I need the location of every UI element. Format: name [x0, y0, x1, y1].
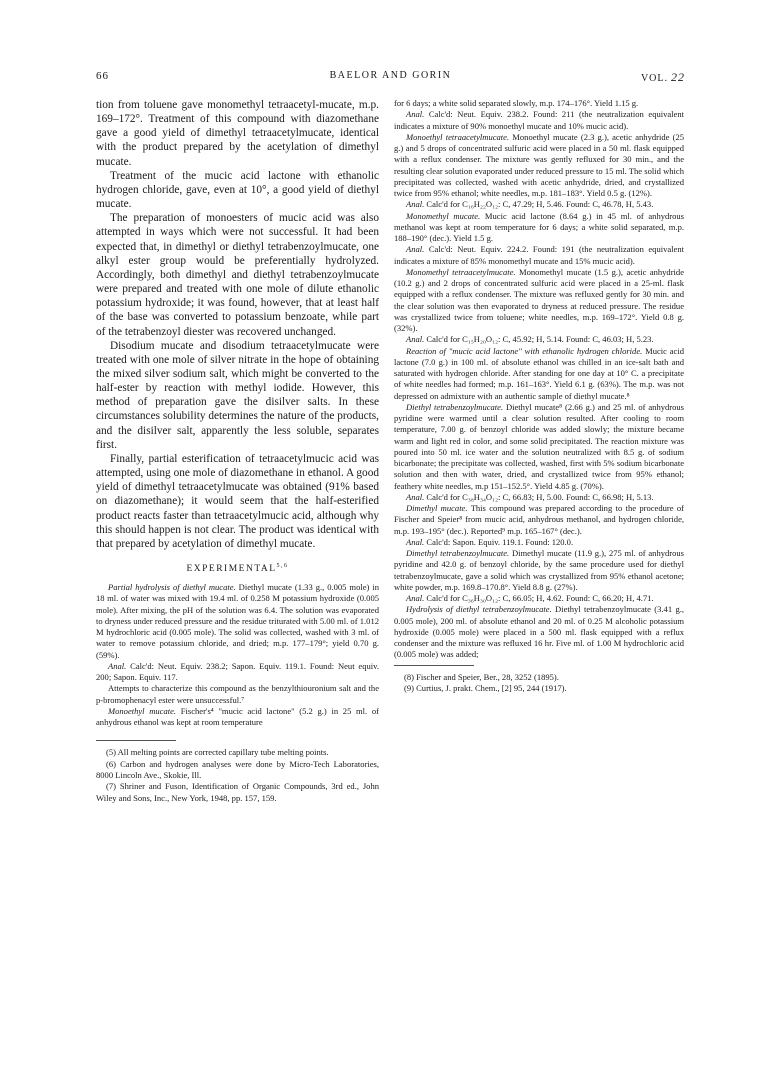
procedure-title: Monoethyl mucate. [108, 705, 177, 716]
experimental-paragraph [394, 503, 684, 537]
procedure-text: Diethyl mucate (1.33 g., 0.005 mole) in 18 ml. of water was mixed with 19.4 ml. of 0.258 M potassium hydroxide (0.005 mole). After mixing, the pH of the solution was 6.4. The solution was evaporated to dryness under reduced pressure and the residue triturated with 5.00 ml. of 1.012 M hydrochloric acid (0.005 mole). The solid was collected, washed with 3 ml. of water to remove potassium chloride, and dried; m.p. 177–179°; yield 0.70 g. (59%). [96, 582, 379, 660]
experimental-paragraph [394, 593, 684, 604]
page-number: 66 [96, 70, 109, 82]
procedure-text: Monomethyl mucate (1.5 g.), acetic anhydride (10.2 g.) and 2 drops of concentrated sulfuric acid were placed in a 25-ml. flask equipped with a reflux condenser. The mixture was refluxed gently for 30 min. and the clear solution was then evaporated to dryness at reduced pressure. The residue was crystallized twice from toluene; white needles, m.p. 169–172°. Yield 0.8 g. (32%). [394, 266, 684, 333]
experimental-paragraph [394, 211, 684, 245]
volume-label [641, 70, 685, 85]
experimental-paragraph [394, 334, 684, 345]
experimental-paragraph [394, 244, 684, 267]
body-paragraph: The preparation of monoesters of mucic acid was also attempted in ways which were not successful. It had been expected that, in dimethyl or diethyl tetrabenzoylmucate, one alkyl ester group would be preferentially hydrolyzed. Accordingly, both dimethyl and diethyl tetrabenzoylmucate were prepared and treated with one mole of dilute ethanolic potassium hydroxide; it was found, however, that at least half of the base was converted to potassium benzoate, while part of the tetrabenzoyl diester was recovered unchanged. [96, 212, 379, 338]
experimental-paragraph [394, 402, 684, 492]
experimental-paragraph [394, 267, 684, 335]
procedure-title: Monomethyl mucate. [406, 210, 481, 221]
footnote: (8) Fischer and Speier, Ber., 28, 3252 (1895). [404, 671, 559, 682]
procedure-text: Calc'd for C₁₆H₂₂O₁₂: C, 47.29; H, 5.46. Found: C, 46.78, H, 5.43. [424, 199, 654, 210]
footnote: (6) Carbon and hydrogen analyses were done by Micro-Tech Laboratories, 8000 Lincoln Ave., Skokie, Ill. [96, 758, 379, 780]
body-paragraph: tion from toluene gave monomethyl tetraacetyl-mucate, m.p. 169–172°. Treatment of this compound with diazomethane gave a good yield of dimethyl tetraacetylmucate, identical with the product prepared by the acetylation of dimethyl mucate. [96, 99, 379, 168]
section-heading-text: EXPERIMENTAL [186, 564, 277, 575]
volume-prefix: VOL. [640, 73, 668, 84]
procedure-title: Anal. [406, 199, 425, 210]
procedure-text: Calc'd: Neut. Equiv. 224.2. Found: 191 (the neutralization equivalent indicates a mixture of 85% monomethyl mucate and 15% mucic acid). [394, 244, 684, 266]
experimental-paragraph [394, 548, 684, 593]
procedure-text: Diethyl tetrabenzoylmucate (3.41 g., 0.005 mole), 200 ml. of absolute ethanol and 20 ml. of 0.25 M alcoholic potassium hydroxide (0.005 mole) were placed in a 500 ml. flask equipped with a reflux condenser and the mixture was refluxed 16 hr. Five ml. of 1.00 M hydrochloric acid (0.005 mole) was added; [394, 604, 684, 660]
footnote: (9) Curtius, J. prakt. Chem., [2] 95, 244 (1917). [404, 682, 567, 693]
procedure-title: Partial hydrolysis of diethyl mucate. [108, 582, 236, 593]
procedure-title: Monomethyl tetraacetylmucate. [406, 266, 516, 277]
procedure-text: for 6 days; a white solid separated slowly, m.p. 174–176°. Yield 1.15 g. [394, 98, 639, 108]
procedure-title: Hydrolysis of diethyl tetrabenzoylmucate. [406, 604, 552, 615]
running-title: BAELOR AND GORIN [329, 70, 452, 81]
running-header [96, 70, 685, 86]
procedure-text: Mucic acid lactone (7.0 g.) in 100 ml. of absolute ethanol was chilled in an ice-salt bath and saturated with hydrogen chloride. After standing for one day at 10° C. a precipitate of white needles had formed; m.p. 161–163°. Yield 6.1 g. (63%). The m.p. was not depressed on admixture with an authentic sample of diethyl mucate.⁸ [394, 345, 685, 401]
procedure-title: Anal. [406, 536, 425, 547]
experimental-paragraph [96, 706, 379, 729]
procedure-text: Calc'd for C₃₆H₃₀O₁₂: C, 66.05; H, 4.62. Found: C, 66.20; H, 4.71. [424, 593, 654, 603]
experimental-paragraph [394, 199, 684, 210]
experimental-paragraph [394, 537, 684, 548]
procedure-title: Diethyl tetrabenzoylmucate. [406, 401, 504, 412]
experimental-paragraph [394, 132, 684, 200]
procedure-text: Attempts to characterize this compound as the benzylthiouronium salt and the p-bromophenacyl ester were unsuccessful.⁷ [96, 683, 379, 705]
experimental-paragraph [96, 661, 379, 684]
procedure-title: Anal. [406, 109, 425, 120]
body-paragraph: Disodium mucate and disodium tetraacetylmucate were treated with one mole of silver nitrate in the hope of obtaining the mixed silver sodium salt, which might be converted to the half-ester by reaction with methyl iodide. However, this method of preparation gave the disilver salts. In these circumstances solubility determines the nature of the products, and the disilver salt, apparently the less soluble, separates first. [96, 339, 379, 451]
procedure-title: Anal. [406, 593, 425, 603]
experimental-paragraph [96, 582, 379, 661]
procedure-text: Diethyl mucate⁸ (2.66 g.) and 25 ml. of anhydrous pyridine were warmed until a clear solution resulted. After cooling to room temperature, 7.00 g. of benzoyl chloride was added slowly; the mixture became warm and light red in color, and some solid precipitated. The reaction mixture was poured into 50 ml. ice water and the solution neutralized with 8.5 g. of sodium bicarbonate; the precipitate was collected, washed, first with 5% sodium bicarbonate solution and then with water, dried, and crystallized twice from 95% ethanol; feathery white needles, m.p 151–152.5°. Yield 4.85 g. (70%). [394, 401, 684, 491]
procedure-text: Monoethyl mucate (2.3 g.), acetic anhydride (25 g.) and 5 drops of concentrated sulfuric acid were placed in a 50 ml. flask equipped with a reflux condenser. The mixture was gently refluxed for 30 min., and the resulting clear solution evaporated under reduced pressure to 15 ml. The solid which precipitated was collected, washed with acetic anhydride, dried, and crystallized twice from 95% ethanol; white needles, m.p. 181–183°. Yield 0.5 g. (12%). [394, 131, 684, 198]
body-paragraph: Treatment of the mucic acid lactone with ethanolic hydrogen chloride, gave, even at 10°, a good yield of diethyl mucate. [96, 169, 379, 211]
procedure-text: Dimethyl mucate (11.9 g.), 275 ml. of anhydrous pyridine and 42.0 g. of benzoyl chloride, by the same procedure used for diethyl tetrabenzoylmucate, gave a solid which was crystallized from 95% ethanol acetone; white powder, m.p. 169.8–170.8°. Yield 8.8 g. (27%). [394, 548, 684, 592]
body-paragraph: Finally, partial esterification of tetraacetylmucic acid was attempted, using one mole of diazomethane in ethanol. A good yield of dimethyl tetraacetylmucate was obtained (91% based on diazomethane); it would seem that the half-esterified product reacts faster than tetraacetylmucic acid, although why this should happen is not clear. The product was identical with that prepared by acetylation of dimethyl mucate. [96, 452, 379, 550]
procedure-text: Mucic acid lactone (8.64 g.) in 45 ml. of anhydrous methanol was kept at room temperature for 6 days; a white solid separated, m.p. 188–190° (dec.). Yield 1.5 g. [394, 210, 684, 243]
right-column [394, 98, 684, 694]
footnote: (5) All melting points are corrected capillary tube melting points. [106, 747, 329, 758]
experimental-paragraph [394, 98, 684, 109]
footnote-rule [394, 665, 474, 666]
procedure-text: This compound was prepared according to the procedure of Fischer and Speier⁸ from mucic acid, anhydrous methanol, and hydrogen chloride, m.p. 193–195° (dec.). Reported⁹ m.p. 165–167° (dec.). [394, 503, 684, 536]
volume-number: 22 [671, 70, 685, 84]
footnote-rule [96, 740, 176, 741]
experimental-paragraph [96, 683, 379, 706]
procedure-title: Anal. [108, 660, 127, 671]
procedure-text: Calc'd: Neut. Equiv. 238.2; Sapon. Equiv. 119.1. Found: Neut equiv. 200; Sapon. Equiv. 117. [96, 660, 379, 683]
procedure-title: Anal. [406, 491, 425, 502]
procedure-title: Dimethyl tetrabenzoylmucate. [406, 548, 510, 558]
procedure-text: Calc'd for C₁₅H₂₀O₁₂: C, 45.92; H, 5.14. Found: C, 46.03; H, 5.23. [424, 334, 654, 345]
procedure-text: Calc'd for C₃₈H₃₄O₁₂: C, 66.83; H, 5.00. Found: C, 66.98; H, 5.13. [424, 491, 654, 502]
left-column [96, 98, 379, 804]
procedure-title: Anal. [406, 334, 425, 345]
procedure-title: Monoethyl tetraacetylmucate. [406, 131, 510, 142]
heading-footnote-refs: 5,6 [276, 563, 289, 569]
procedure-title: Anal. [406, 244, 425, 255]
experimental-paragraph [394, 109, 684, 132]
procedure-text: Fischer's⁴ "mucic acid lactone" (5.2 g.) in 25 ml. of anhydrous ethanol was kept at room temperature [96, 705, 379, 728]
procedure-title: Reaction of "mucic acid lactone" with ethanolic hydrogen chloride. [406, 345, 643, 356]
procedure-text: Calc'd: Neut. Equiv. 238.2. Found: 211 (the neutralization equivalent indicates a mixture of 90% monoethyl mucate and 10% mucic acid). [394, 109, 684, 131]
experimental-paragraph [394, 604, 684, 660]
experimental-paragraph [394, 346, 684, 402]
experimental-paragraph [394, 492, 684, 503]
procedure-text: Calc'd: Sapon. Equiv. 119.1. Found: 120.0. [424, 536, 574, 547]
section-heading-experimental [96, 563, 379, 574]
procedure-title: Dimethyl mucate. [406, 503, 468, 513]
footnote: (7) Shriner and Fuson, Identification of Organic Compounds, 3rd ed., John Wiley and Sons, Inc., New York, 1948, pp. 157, 159. [96, 781, 379, 803]
